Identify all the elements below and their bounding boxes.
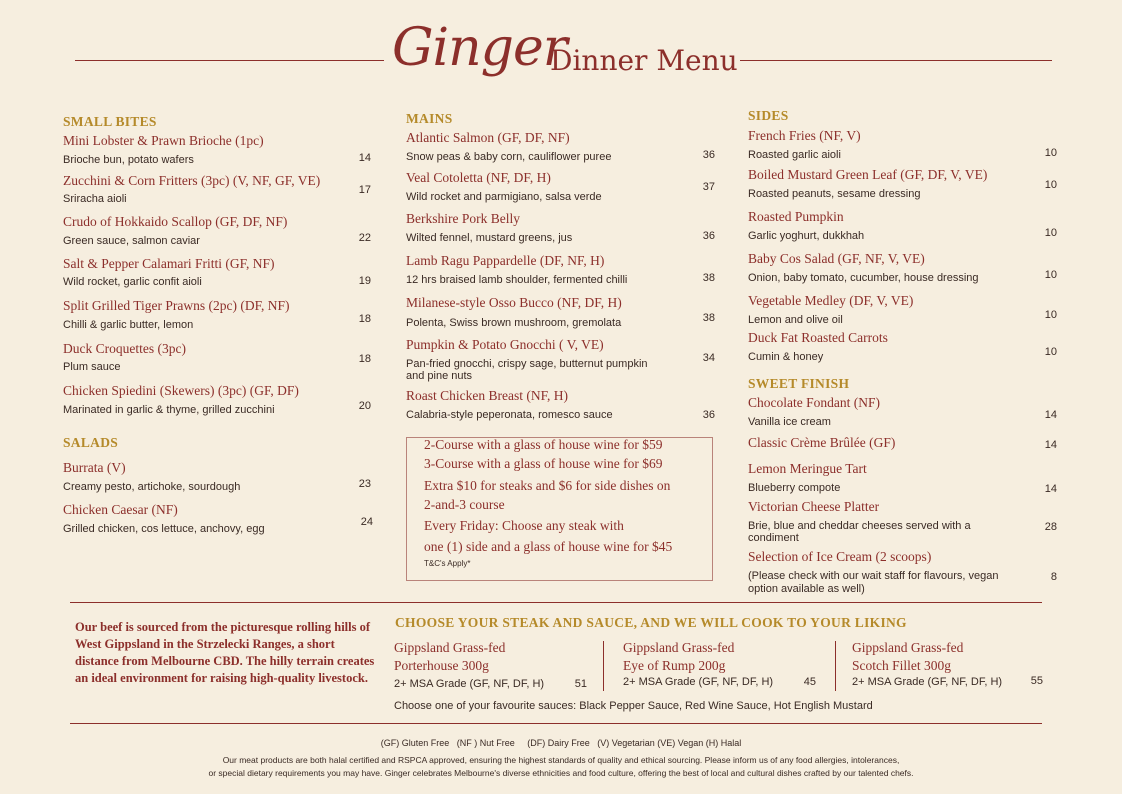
dish-name: Lemon Meringue Tart <box>748 461 867 476</box>
dish-description: Pan-fried gnocchi, crispy sage, butternut pumpkin <box>406 358 648 370</box>
dish-price: 10 <box>1044 179 1057 191</box>
dish-description: (Please check with our wait staff for flavours, vegan <box>748 570 999 582</box>
dish-description: Blueberry compote <box>748 482 841 494</box>
dish-price: 14 <box>1044 439 1057 451</box>
dish-name: Baby Cos Salad (GF, NF, V, VE) <box>748 251 925 266</box>
dish-name: Atlantic Salmon (GF, DF, NF) <box>406 130 570 145</box>
steak-price: 45 <box>803 676 816 688</box>
section-heading-mains: MAINS <box>406 111 453 126</box>
section-heading-small-bites: SMALL BITES <box>63 114 157 129</box>
dish-description: 12 hrs braised lamb shoulder, fermented chilli <box>406 274 628 286</box>
dish-description: Chilli & garlic butter, lemon <box>63 319 194 331</box>
steak-section-heading: CHOOSE YOUR STEAK AND SAUCE, AND WE WILL COOK TO YOUR LIKING <box>395 615 907 630</box>
dish-name: Milanese-style Osso Bucco (NF, DF, H) <box>406 295 622 310</box>
dish-price: 10 <box>1044 346 1057 358</box>
dish-price: 10 <box>1044 227 1057 239</box>
steak-grade: 2+ MSA Grade (GF, NF, DF, H) <box>623 676 774 688</box>
dish-name: Duck Fat Roasted Carrots <box>748 330 888 345</box>
dish-price: 19 <box>358 275 371 287</box>
dish-price: 37 <box>702 181 715 193</box>
dish-price: 36 <box>702 230 715 242</box>
steak-divider <box>603 641 604 691</box>
dish-price: 36 <box>702 409 715 421</box>
dish-name: Berkshire Pork Belly <box>406 211 520 226</box>
dish-description: Roasted peanuts, sesame dressing <box>748 188 921 200</box>
dish-price: 18 <box>358 353 371 365</box>
dish-name: Vegetable Medley (DF, V, VE) <box>748 293 914 308</box>
dish-name: Roast Chicken Breast (NF, H) <box>406 388 569 403</box>
dish-price: 24 <box>360 516 373 528</box>
section-heading-sweet-finish: SWEET FINISH <box>748 376 850 391</box>
footer-note-continued: or special dietary requirements you may have. Ginger celebrates Melbourne's diverse ethnicities and food culture, offering the best of local and cultural dishes crafted by our talented chefs. <box>208 768 914 778</box>
dish-description: Garlic yoghurt, dukkhah <box>748 230 865 242</box>
dish-name: Salt & Pepper Calamari Fritti (GF, NF) <box>63 256 275 271</box>
dish-description: Onion, baby tomato, cucumber, house dressing <box>748 272 979 284</box>
offer-extras-continued: 2-and-3 course <box>424 497 505 512</box>
dish-description-continued: condiment <box>748 532 799 544</box>
dish-description: Sriracha aioli <box>63 193 127 205</box>
steak-cut: Porterhouse 300g <box>394 658 489 673</box>
footer-note: Our meat products are both halal certified and RSPCA approved, ensuring the highest standards of quality and ethical sourcing. Please inform us of any food allergies, intolerances, <box>222 755 900 765</box>
steak-price: 55 <box>1030 675 1043 687</box>
dish-price: 38 <box>702 272 715 284</box>
dish-price: 14 <box>1044 483 1057 495</box>
dish-name: Chicken Caesar (NF) <box>63 502 178 517</box>
dish-description: Snow peas & baby corn, cauliflower puree <box>406 151 612 163</box>
dish-name: Veal Cotoletta (NF, DF, H) <box>406 170 551 185</box>
dish-name: Pumpkin & Potato Gnocchi ( V, VE) <box>406 337 604 352</box>
dish-description: Brie, blue and cheddar cheeses served with a <box>748 520 971 532</box>
dish-name: Mini Lobster & Prawn Brioche (1pc) <box>63 133 264 148</box>
dish-description: Grilled chicken, cos lettuce, anchovy, egg <box>63 523 265 535</box>
dish-description-continued: option available as well) <box>748 583 865 595</box>
dish-price: 20 <box>358 400 371 412</box>
dish-description: Wild rocket and parmigiano, salsa verde <box>406 191 602 203</box>
dish-description: Calabria-style peperonata, romesco sauce <box>406 409 613 421</box>
dish-description: Cumin & honey <box>748 351 824 363</box>
dish-description: Marinated in garlic & thyme, grilled zucchini <box>63 404 275 416</box>
dish-description: Roasted garlic aioli <box>748 149 841 161</box>
steak-grade: 2+ MSA Grade (GF, NF, DF, H) <box>852 676 1003 688</box>
dish-description: Creamy pesto, artichoke, sourdough <box>63 481 241 493</box>
section-heading-salads: SALADS <box>63 435 119 450</box>
dish-description: Plum sauce <box>63 361 121 373</box>
steak-price: 51 <box>574 678 587 690</box>
dish-name: Chicken Spiedini (Skewers) (3pc) (GF, DF) <box>63 383 299 398</box>
dish-description-continued: and pine nuts <box>406 370 473 382</box>
dish-description: Polenta, Swiss brown mushroom, gremolata <box>406 317 622 329</box>
beef-origin-text: Our beef is sourced from the picturesque rolling hills of West Gippsland in the Strzelecki Ranges, a short distance from Melbourne CBD. The hilly terrain creates an ideal environment for raising high-quality livestock. <box>75 620 375 685</box>
dish-name: Boiled Mustard Green Leaf (GF, DF, V, VE) <box>748 167 988 182</box>
dish-price: 23 <box>358 478 371 490</box>
dish-price: 14 <box>1044 409 1057 421</box>
steak-grade: 2+ MSA Grade (GF, NF, DF, H) <box>394 678 545 690</box>
dish-description: Brioche bun, potato wafers <box>63 154 194 166</box>
dish-price: 28 <box>1044 521 1057 533</box>
dish-name: French Fries (NF, V) <box>748 128 861 143</box>
brand-logo: Ginger <box>392 18 567 78</box>
sauce-options: Choose one of your favourite sauces: Black Pepper Sauce, Red Wine Sauce, Hot English Mustard <box>394 700 873 712</box>
header-rule-left <box>75 60 384 61</box>
steak-name: Gippsland Grass-fed <box>623 640 735 655</box>
dish-price: 10 <box>1044 269 1057 281</box>
offer-3-course: 3-Course with a glass of house wine for $69 <box>424 456 663 471</box>
dish-name: Roasted Pumpkin <box>748 209 844 224</box>
dish-name: Split Grilled Tiger Prawns (2pc) (DF, NF) <box>63 298 290 313</box>
steak-cut: Scotch Fillet 300g <box>852 658 951 673</box>
steak-cut: Eye of Rump 200g <box>623 658 726 673</box>
dish-name: Selection of Ice Cream (2 scoops) <box>748 549 932 564</box>
dish-price: 18 <box>358 313 371 325</box>
page-title: Dinner Menu <box>550 44 738 77</box>
dish-price: 22 <box>358 232 371 244</box>
dish-name: Zucchini & Corn Fritters (3pc) (V, NF, GF, VE) <box>63 173 321 188</box>
steak-name: Gippsland Grass-fed <box>394 640 506 655</box>
dish-name: Crudo of Hokkaido Scallop (GF, DF, NF) <box>63 214 288 229</box>
dish-price: 34 <box>702 352 715 364</box>
offer-2-course: 2-Course with a glass of house wine for $59 <box>424 437 663 452</box>
dish-price: 8 <box>1050 571 1057 583</box>
dish-description: Green sauce, salmon caviar <box>63 235 200 247</box>
offer-friday-continued: one (1) side and a glass of house wine for $45 <box>424 539 673 554</box>
steak-section-bottom-rule <box>70 723 1042 724</box>
dish-price: 17 <box>358 184 371 196</box>
dish-description: Vanilla ice cream <box>748 416 831 428</box>
terms-apply-note: T&C's Apply* <box>424 559 471 568</box>
steak-divider <box>835 641 836 691</box>
steak-section-top-rule <box>70 602 1042 603</box>
dish-description: Wild rocket, garlic confit aioli <box>63 276 202 288</box>
dish-name: Classic Crème Brûlée (GF) <box>748 435 896 450</box>
offer-friday: Every Friday: Choose any steak with <box>424 518 624 533</box>
dish-name: Lamb Ragu Pappardelle (DF, NF, H) <box>406 253 605 268</box>
dish-price: 14 <box>358 152 371 164</box>
dish-price: 10 <box>1044 147 1057 159</box>
dish-price: 36 <box>702 149 715 161</box>
dish-name: Duck Croquettes (3pc) <box>63 341 186 356</box>
dish-name: Chocolate Fondant (NF) <box>748 395 880 410</box>
dish-name: Victorian Cheese Platter <box>748 499 880 514</box>
section-heading-sides: SIDES <box>748 108 789 123</box>
dish-price: 38 <box>702 312 715 324</box>
steak-name: Gippsland Grass-fed <box>852 640 964 655</box>
dish-price: 10 <box>1044 309 1057 321</box>
dish-description: Wilted fennel, mustard greens, jus <box>406 232 573 244</box>
header-rule-right <box>740 60 1052 61</box>
dietary-legend: (GF) Gluten Free (NF ) Nut Free (DF) Dairy Free (V) Vegetarian (VE) Vegan (H) Halal <box>380 738 742 748</box>
offer-extras: Extra $10 for steaks and $6 for side dishes on <box>424 478 671 493</box>
dish-name: Burrata (V) <box>63 460 126 475</box>
dish-description: Lemon and olive oil <box>748 314 843 326</box>
